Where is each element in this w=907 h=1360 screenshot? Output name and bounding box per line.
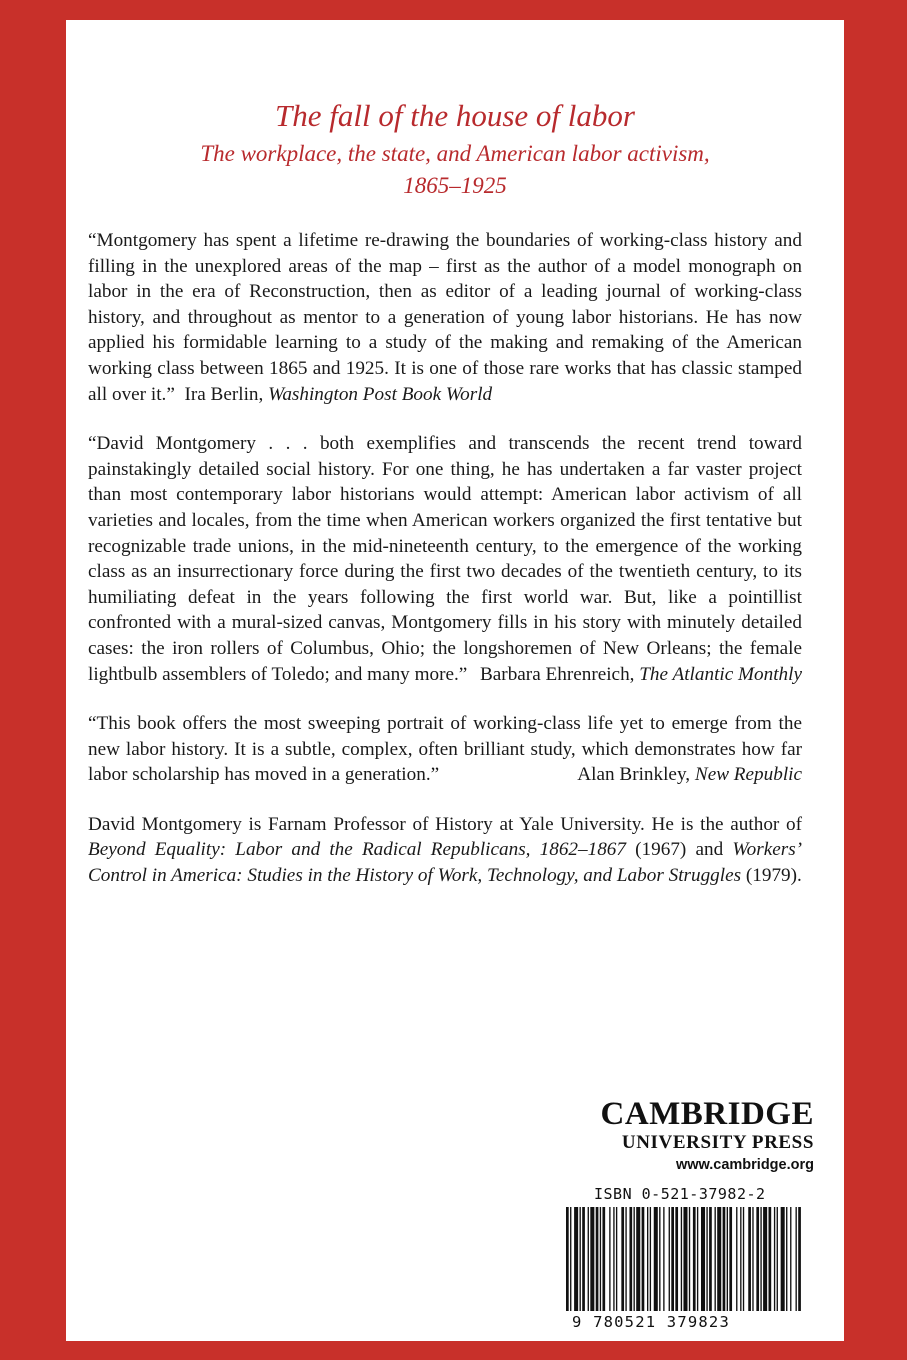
barcode-bar [740,1207,741,1311]
quote-source: The Atlantic Monthly [639,663,802,685]
barcode-bar [689,1207,690,1311]
barcode-bar [621,1207,624,1311]
barcode-bar [654,1207,658,1311]
barcode-bar [663,1207,664,1311]
review-quote-3 [88,711,802,788]
barcode-bars [564,1207,804,1313]
quote-source: New Republic [694,764,802,786]
barcode-bar [756,1207,759,1311]
barcode-bar [602,1207,605,1311]
review-quote-2 [88,431,802,687]
barcode-bar [613,1207,614,1311]
barcode-bar [717,1207,721,1311]
barcode-bar [777,1207,778,1311]
quote-attribution [577,762,802,788]
bio-book-2-year: (1979). [745,865,802,887]
barcode-bar [675,1207,678,1311]
barcode-bar [715,1207,716,1311]
back-cover-panel [66,20,844,1341]
subtitle-line-2: 1865–1925 [403,173,507,198]
blurb-section [88,228,802,889]
quote-author: Barbara Ehrenreich, [479,663,635,685]
barcode-bar [727,1207,728,1311]
review-quote-1 [88,228,802,407]
barcode-bar [588,1207,589,1311]
barcode-bar [723,1207,726,1311]
barcode-bar [574,1207,578,1311]
barcode-bar [596,1207,599,1311]
isbn-label: ISBN 0-521-37982-2 [594,1185,766,1203]
bio-book-2-title: Workers’ Control in America: Studies in the History of Work, Technology, and Labor Struggles [88,839,803,887]
barcode-digits: 9 780521 379823 [572,1313,730,1331]
quote-text: “Montgomery has spent a lifetime re-drawing the boundaries of working-class history and filling in the unexplored areas of the map – first as the author of a model monograph on labor in the era of Reconstruction, then as editor of a leading journal of working-class history, and throughout as mentor to a generation of young labor historians. He has now applied his formidable learning to a study of the making and remaking of the American working class between 1865 and 1925. It is one of those rare works that has classic stamped all over it.” [88,230,802,405]
barcode-bar [729,1207,732,1311]
publisher-url: www.cambridge.org [675,1157,814,1173]
bio-book-1-title: Beyond Equality: Labor and the Radical Republicans, 1862–1867 [88,839,626,861]
publisher-press: UNIVERSITY PRESS [621,1132,814,1153]
barcode-bar [790,1207,791,1311]
publisher-logo [544,1097,814,1175]
quote-attribution [480,662,802,688]
barcode-bar [590,1207,594,1311]
quote-author: Alan Brinkley, [577,764,691,786]
barcode-bar [697,1207,698,1311]
author-bio [88,812,802,889]
quote-source: Washington Post Book World [268,383,493,405]
barcode-bar [796,1207,797,1311]
barcode-bar [798,1207,801,1311]
bio-book-1-year: (1967) and [635,839,724,861]
subtitle-line-1: The workplace, the state, and American labor activism, [200,141,710,166]
barcode-bar [752,1207,753,1311]
barcode-bar [600,1207,601,1311]
barcode-bar [671,1207,674,1311]
barcode-bar [786,1207,787,1311]
bio-intro: David Montgomery is Farnam Professor of History at Yale University. He is the author of [88,813,802,835]
barcode-bar [570,1207,571,1311]
barcode-bar [582,1207,585,1311]
barcode-bar [650,1207,651,1311]
book-title: The fall of the house of labor [275,98,635,133]
isbn-barcode [564,1185,804,1337]
barcode-bar [743,1207,744,1311]
barcode-bar [647,1207,648,1311]
barcode-bar [693,1207,696,1311]
barcode-bar [683,1207,687,1311]
barcode-bar [629,1207,632,1311]
barcode-bar [642,1207,645,1311]
barcode-bar [609,1207,610,1311]
publisher-name: CAMBRIDGE [600,1096,814,1132]
barcode-bar [706,1207,707,1311]
barcode-bar [781,1207,785,1311]
barcode-bar [763,1207,767,1311]
quote-text: “This book offers the most sweeping portrait of working-class life yet to emerge from the new labor history. It is a subtle, complex, often brilliant study, which demonstrates how far labor scholarship has moved in a generation.” [88,713,802,786]
barcode-bar [566,1207,569,1311]
quote-attribution [180,384,493,405]
barcode-bar [625,1207,626,1311]
barcode-bar [769,1207,772,1311]
barcode-bar [580,1207,581,1311]
barcode-bar [636,1207,640,1311]
barcode-bar [709,1207,712,1311]
barcode-bar [681,1207,682,1311]
barcode-bar [774,1207,775,1311]
barcode-bar [659,1207,660,1311]
quote-author: Ira Berlin, [184,383,264,405]
barcode-bar [736,1207,737,1311]
barcode-bar [748,1207,751,1311]
barcode-bar [701,1207,705,1311]
book-subtitle [66,138,844,202]
quote-text: “David Montgomery . . . both exemplifies and transcends the recent trend toward painstakingly detailed social history. For one thing, he has undertaken a far vaster project than most contemporary labor historians would attempt: American labor activism of all varieties and locales, from the time when American workers organized the first tentative but recognizable trade unions, in the mid-nineteenth century, to the emergence of the working class as an insurrectionary force during the first two decades of the twentieth century, to its humiliating defeat in the years following the first world war. But, like a pointillist confronted with a mural-sized canvas, Montgomery fills in his story with minutely detailed cases: the iron rollers of Columbus, Ohio; the longshoremen of New Orleans; the female lightbulb assemblers of Toledo; and many more.” [88,433,802,685]
title-block [66,98,844,202]
barcode-bar [669,1207,670,1311]
barcode-bar [760,1207,761,1311]
barcode-bar [634,1207,635,1311]
barcode-bar [616,1207,617,1311]
